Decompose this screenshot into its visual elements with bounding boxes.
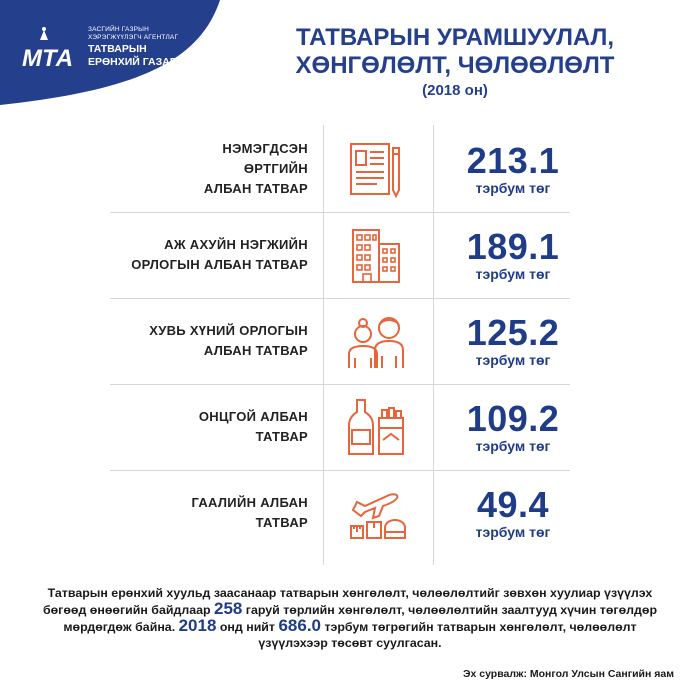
tax-value: 213.1: [466, 140, 560, 181]
airplane-cargo-icon: [335, 482, 415, 544]
tax-row-vat: [110, 126, 570, 212]
summary-highlight-amount: 686.0: [278, 616, 321, 635]
summary-highlight-year: 2018: [178, 616, 217, 635]
tax-label: НЭМЭГДСЭН ӨРТГИЙН АЛБАН ТАТВАР: [203, 141, 308, 196]
tax-value: 125.2: [466, 312, 560, 353]
tax-label: АЖ АХУЙН НЭГЖИЙН ОРЛОГЫН АЛБАН ТАТВАР: [131, 237, 308, 272]
title-line-1: ТАТВАРЫН УРАМШУУЛАЛ,: [295, 24, 615, 51]
tax-unit: тэрбум төг: [475, 352, 551, 368]
tax-label: ОНЦГОЙ АЛБАН ТАТВАР: [198, 409, 308, 444]
tax-row-customs: [110, 470, 570, 556]
summary-text: тэрбум төгрөгийн татварын хөнгөлөлт, чөлөөлөлт үзүүлэхээр төсөвт суулгасан.: [258, 620, 637, 650]
summary-text: онд нийт: [216, 620, 279, 634]
agency-name-1: ТАТВАРЫН: [88, 43, 147, 55]
tax-value: 49.4: [476, 484, 550, 525]
tax-label: ГААЛИЙН АЛБАН ТАТВАР: [191, 495, 308, 530]
logo-text: МТА: [22, 45, 74, 72]
title-line-2: ХӨНГӨЛӨЛТ, ЧӨЛӨӨЛӨЛТ: [295, 52, 615, 79]
agency-line-2: ХЭРЭГЖҮҮЛЭГЧ АГЕНТЛАГ: [88, 34, 179, 41]
tax-unit: тэрбум төг: [475, 524, 551, 540]
summary-highlight-count: 258: [213, 599, 243, 618]
tax-row-excise: [110, 384, 570, 470]
agency-logo: [22, 26, 80, 72]
title-year: (2018 он): [422, 82, 488, 99]
tax-value: 189.1: [466, 226, 560, 267]
source-note: Эх сурвалж: Монгол Улсын Сангийн яам: [463, 668, 674, 680]
tax-label: ХУВЬ ХҮНИЙ ОРЛОГЫН АЛБАН ТАТВАР: [149, 323, 308, 358]
tax-unit: тэрбум төг: [475, 180, 551, 196]
tax-unit: тэрбум төг: [475, 266, 551, 282]
bottle-cigarettes-icon: [335, 396, 415, 458]
tax-row-personal-income: [110, 298, 570, 384]
people-icon: [335, 310, 415, 372]
page-title: [235, 24, 675, 102]
document-pencil-icon: [335, 138, 415, 200]
summary-paragraph: [30, 585, 670, 651]
summary-text: гаруй төрлийн хөнгөлөлт, чөлөөлөлтийн заалтууд хүчин төгөлдөр мөрдөгдөж байна.: [63, 603, 658, 634]
summary-text: Татварын ерөнхий хуульд заасанаар татварын хөнгөлөлт, чөлөөлөлтийг зөвхөн хуулиар үзүүлэх бөгөөд өнөөгийн байдлаар: [42, 586, 653, 617]
tax-row-corporate: [110, 212, 570, 298]
agency-line-1: ЗАСГИЙН ГАЗРЫН: [88, 26, 150, 33]
agency-name-2: ЕРӨНХИЙ ГАЗАР: [88, 56, 177, 68]
tax-value: 109.2: [466, 398, 560, 439]
building-icon: [335, 224, 415, 286]
agency-name: [88, 26, 178, 68]
tax-unit: тэрбум төг: [475, 438, 551, 454]
